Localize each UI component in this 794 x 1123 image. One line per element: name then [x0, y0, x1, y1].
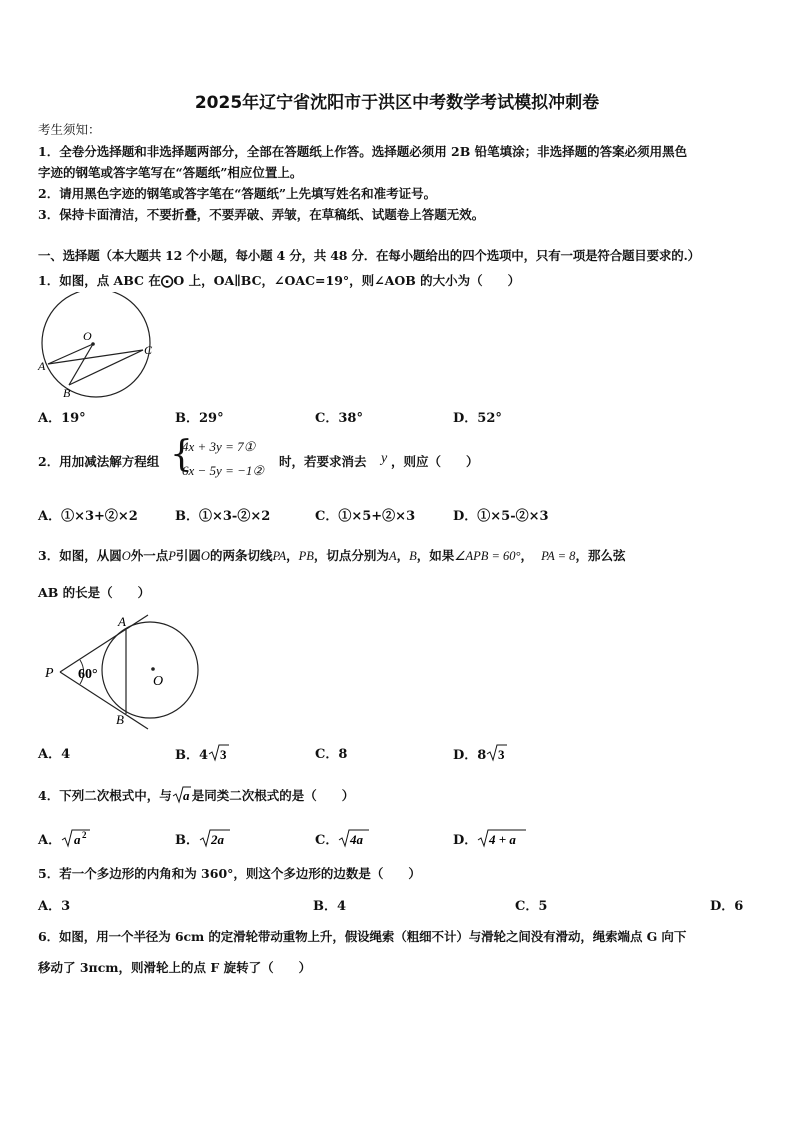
page-title: 2025年辽宁省沈阳市于洪区中考数学考试模拟冲刺卷	[194, 93, 600, 113]
q3-O2: O	[200, 549, 210, 563]
q4-option-b-radical	[199, 827, 231, 849]
q4-option-b-radicand: 2a	[211, 832, 224, 847]
notice-item-3: 3．保持卡面清洁，不要折叠，不要弄破、弄皱，在草稿纸、试题卷上答题无效。	[38, 207, 485, 222]
q2-variable: y	[381, 451, 388, 466]
q1-label-B: B	[63, 386, 71, 400]
q1-stem: 1．如图，点 ABC 在⨀O 上，OA∥BC，∠OAC=19°，则∠AOB 的大小为（ ）	[38, 273, 521, 288]
q4-radicand: a	[182, 788, 190, 803]
q1-center-dot	[91, 342, 95, 346]
q1-option-a[interactable]: A．19°	[38, 411, 86, 426]
q3-sep-3: ，	[520, 548, 534, 563]
q3-option-a[interactable]: A．4	[38, 747, 71, 762]
q4-option-c-radical	[338, 827, 370, 849]
q2-stem-a: 2．用加减法解方程组	[38, 454, 160, 469]
q4-option-c-radicand: 4a	[350, 832, 364, 847]
q4-option-b[interactable]	[175, 827, 231, 849]
q3-option-d[interactable]	[453, 743, 508, 763]
q2-option-b[interactable]: B．①×3-②×2	[175, 509, 271, 524]
q4-option-c[interactable]	[315, 827, 370, 849]
notice-heading: 考生须知：	[38, 122, 101, 137]
q1-circle	[42, 292, 150, 397]
q3-text-6: ，如果	[416, 548, 455, 563]
notice-item-1-line-2: 字迹的钢笔或答字笔写在“答题纸”相应位置上。	[38, 165, 303, 180]
q3-PA: PA	[272, 549, 287, 563]
q3-pa8: PA = 8	[541, 549, 576, 563]
q4-stem-b: 是同类二次根式的是（ ）	[191, 788, 355, 803]
q3-B: B	[409, 549, 417, 563]
q4-option-d-label: D．	[453, 833, 478, 848]
q3-label-O: O	[153, 674, 164, 689]
q5-option-c[interactable]: C．5	[515, 899, 548, 914]
q4-option-d-radical	[477, 827, 527, 849]
q2-brace: {	[170, 434, 193, 475]
q3-text-2: 外一点	[130, 548, 169, 563]
q5-option-a[interactable]: A．3	[38, 899, 71, 914]
q2-option-d[interactable]: D．①×5-②×3	[453, 509, 549, 524]
q2-stem-c: ，则应（ ）	[391, 454, 479, 469]
q3-circle	[102, 622, 198, 718]
q4-option-a-radicand: a	[74, 832, 81, 847]
q3-tangent-PB	[60, 672, 148, 729]
q5-option-d[interactable]: D．6	[710, 899, 744, 914]
q3-P: P	[168, 549, 176, 563]
q3-text-1: 3．如图，从圆	[38, 548, 122, 563]
q6-stem-line-2: 移动了 3πcm，则滑轮上的点 F 旋转了（ ）	[38, 960, 312, 975]
q4-option-a[interactable]	[38, 827, 91, 849]
q3-sep-1: ，	[286, 548, 299, 563]
q1-option-b[interactable]: B．29°	[175, 411, 224, 426]
q3-option-c[interactable]: C．8	[315, 747, 348, 762]
q3-label-B: B	[116, 712, 124, 727]
q4-radical	[172, 785, 192, 805]
q3-stem-line-2: AB 的长是（ ）	[38, 585, 151, 600]
q1-circle-figure	[36, 292, 158, 400]
q3-label-A: A	[118, 614, 126, 629]
q1-label-C: C	[144, 343, 153, 357]
q3-A: A	[388, 549, 397, 563]
section-heading: 一、选择题（本大题共 12 个小题，每小题 4 分，共 48 分．在每小题给出的四个选项中，只有一项是符合题目要求的.）	[38, 248, 700, 263]
q4-option-b-label: B．	[175, 833, 199, 848]
q3-sep-2: ，	[396, 548, 410, 563]
q3-tangent-figure	[40, 612, 200, 732]
q4-stem	[38, 785, 354, 805]
q3-angle: ∠APB = 60°	[454, 549, 521, 563]
svg-text:3: 3	[498, 747, 505, 762]
notice-item-2: 2．请用黑色字迹的钢笔或答字笔在“答题纸”上先填写姓名和准考证号。	[38, 186, 437, 201]
q3-tangent-PA	[60, 615, 148, 672]
q4-option-a-radical	[61, 827, 91, 849]
q4-option-c-label: C．	[315, 833, 339, 848]
q3-angle-label: 60°	[78, 667, 98, 682]
q3-O1: O	[121, 549, 131, 563]
q2-option-a[interactable]: A．①×3+②×2	[38, 509, 138, 524]
q1-option-c[interactable]: C．38°	[315, 411, 363, 426]
q3-text-7: ，那么弦	[575, 548, 626, 563]
q3-option-d-text: D．8	[453, 748, 487, 763]
q3-center-dot	[151, 667, 155, 671]
q1-option-d[interactable]: D．52°	[453, 411, 502, 426]
q3-PB: PB	[298, 549, 314, 563]
q2-stem-b: 时，若要求消去	[279, 454, 367, 469]
q2-equation-1: 4x + 3y = 7①	[182, 439, 256, 454]
notice-item-1-line-1: 1．全卷分选择题和非选择题两部分，全部在答题纸上作答。选择题必须用 2B 铅笔填涂；非选择题的答案必须用黑色	[38, 144, 688, 159]
q1-label-O: O	[83, 329, 92, 343]
q3-text-3: 引圆	[175, 548, 201, 563]
q4-option-d-radicand: 4 + a	[489, 832, 517, 847]
q3-option-b[interactable]	[175, 743, 230, 763]
q5-option-b[interactable]: B．4	[313, 899, 347, 914]
q5-stem: 5．若一个多边形的内角和为 360°，则这个多边形的边数是（ ）	[38, 866, 421, 881]
q3-stem-line-1	[38, 546, 625, 564]
q1-label-A: A	[38, 359, 46, 373]
q2-equation-2: 6x − 5y = −1②	[182, 463, 265, 478]
q3-text-4: 的两条切线	[209, 548, 273, 563]
q3-text-5: ，切点分别为	[313, 548, 389, 563]
svg-text:3: 3	[220, 747, 227, 762]
q4-stem-a: 4．下列二次根式中，与	[38, 788, 172, 803]
q3-label-P: P	[45, 666, 54, 681]
q6-stem-line-1: 6．如图，用一个半径为 6cm 的定滑轮带动重物上升，假设绳索（粗细不计）与滑轮之间没有滑动，绳索端点 G 向下	[38, 929, 687, 944]
q4-option-a-exponent: 2	[82, 830, 87, 840]
q4-option-d[interactable]	[453, 827, 527, 849]
q2-option-c[interactable]: C．①×5+②×3	[315, 509, 416, 524]
q4-option-a-label: A．	[38, 833, 62, 848]
q3-option-d-radical	[486, 743, 508, 763]
q3-option-b-text: B．4	[175, 748, 209, 763]
q3-option-b-radical	[208, 743, 230, 763]
